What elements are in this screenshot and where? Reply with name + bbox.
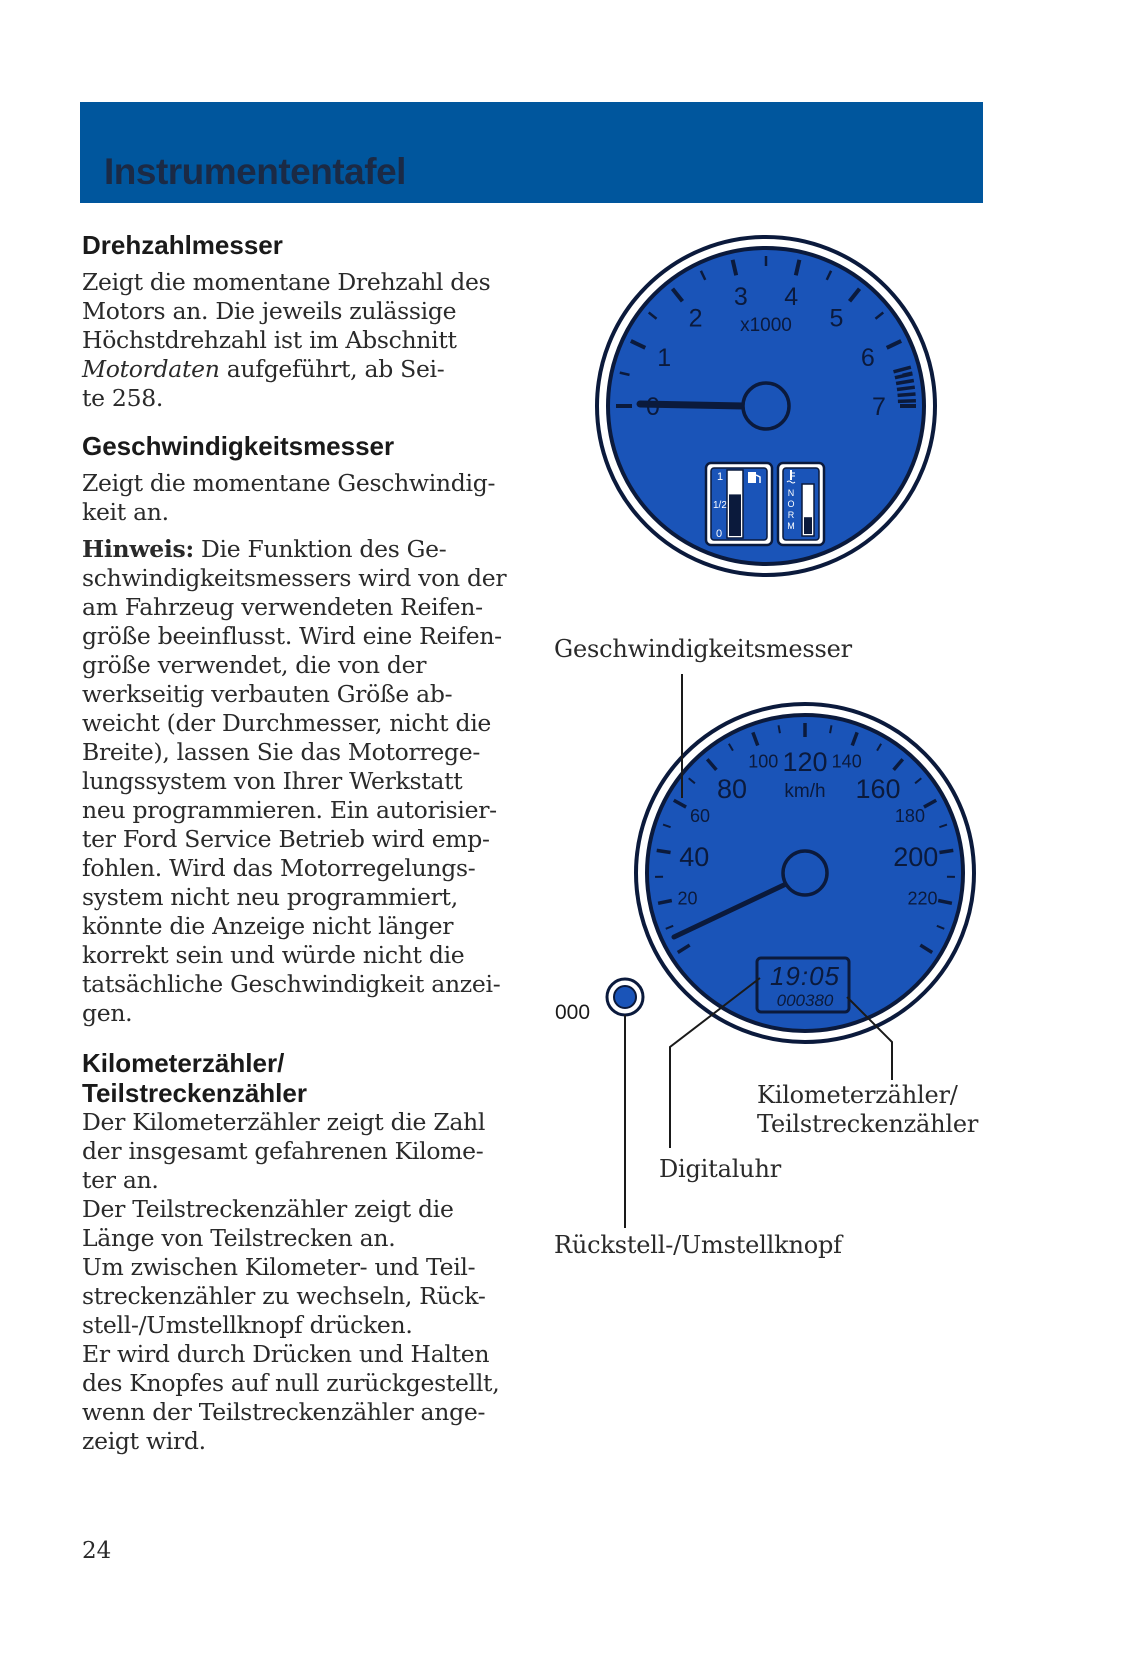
temperature-letter-n: N bbox=[787, 488, 795, 498]
fuel-gauge bbox=[706, 463, 772, 545]
speedometer-hub bbox=[783, 851, 827, 895]
text-line: korrekt sein und würde nicht die bbox=[82, 941, 465, 969]
tachometer-unit: x1000 bbox=[740, 315, 792, 336]
text-line: Zeigt die momentane Drehzahl des bbox=[82, 268, 491, 296]
tachometer-gauge bbox=[597, 237, 935, 575]
text-line: Um zwischen Kilometer- und Teil- bbox=[82, 1253, 476, 1281]
text-line: am Fahrzeug verwendeten Reifen- bbox=[82, 593, 483, 621]
text-line: Er wird durch Drücken und Halten bbox=[82, 1340, 490, 1368]
speedometer-tick bbox=[830, 725, 831, 733]
tachometer-redzone-tick bbox=[898, 394, 916, 395]
tachometer-number: 4 bbox=[784, 282, 799, 311]
text-line: des Knopfes auf null zurückgestellt, bbox=[82, 1369, 500, 1397]
callout-odometer-line1: Kilometerzähler/ bbox=[757, 1081, 958, 1109]
text-fragment: aufgeführt, ab Sei- bbox=[219, 355, 445, 383]
text-line: Höchstdrehzahl ist im Abschnitt bbox=[82, 326, 457, 354]
tachometer-number: 5 bbox=[829, 304, 844, 333]
fuel-half-label: 1/2 bbox=[713, 500, 727, 511]
text-line: werkseitig verbauten Größe ab- bbox=[82, 680, 453, 708]
text-line: tatsächliche Geschwindigkeit anzei- bbox=[82, 970, 501, 998]
page-number: 24 bbox=[82, 1538, 112, 1564]
fuel-level-fill bbox=[729, 494, 741, 536]
heading-line: Teilstreckenzähler bbox=[82, 1078, 307, 1108]
speedometer-minor-label: 100 bbox=[748, 751, 779, 772]
text-line: system nicht neu programmiert, bbox=[82, 883, 458, 911]
tachometer-needle bbox=[640, 404, 744, 406]
odometer-readout: 000380 bbox=[776, 991, 834, 1010]
text-line: Länge von Teilstrecken an. bbox=[82, 1224, 396, 1252]
tachometer-hub bbox=[743, 383, 789, 429]
speedometer-minor-label: 220 bbox=[907, 888, 938, 909]
reset-knob[interactable] bbox=[607, 979, 643, 1015]
tachometer-number: 1 bbox=[657, 343, 672, 372]
temperature-gauge bbox=[778, 463, 824, 545]
text-line: zeigt wird. bbox=[82, 1427, 206, 1455]
callout-reset-knob: Rückstell-/Umstellknopf bbox=[554, 1231, 842, 1259]
tachometer-redzone-tick bbox=[898, 401, 916, 402]
text-line: ter Ford Service Betrieb wird emp- bbox=[82, 825, 490, 853]
heading-line: Kilometerzähler/ bbox=[82, 1048, 285, 1078]
text-line: weicht (der Durchmesser, nicht die bbox=[82, 709, 492, 737]
note-label: Hinweis: bbox=[82, 535, 194, 563]
text-line: lungssystem von Ihrer Werkstatt bbox=[82, 767, 463, 795]
speedometer-minor-label: 180 bbox=[894, 805, 925, 826]
text-line: wenn der Teilstreckenzähler ange- bbox=[82, 1398, 486, 1426]
callout-clock: Digitaluhr bbox=[659, 1155, 781, 1183]
speedometer-major-label: 40 bbox=[679, 842, 710, 873]
text-line: größe verwendet, die von der bbox=[82, 651, 427, 679]
speedometer-tick bbox=[779, 725, 780, 733]
temperature-letter-o: O bbox=[787, 499, 795, 509]
section-heading-tacho: Drehzahlmesser bbox=[82, 230, 283, 260]
callout-speedometer: Geschwindigkeitsmesser bbox=[554, 635, 852, 663]
temperature-letter-r: R bbox=[787, 510, 795, 520]
text-line: der insgesamt gefahrenen Kilome- bbox=[82, 1137, 484, 1165]
tachometer-number: 2 bbox=[688, 304, 703, 333]
speedometer-gauge bbox=[636, 704, 974, 1042]
text-line: schwindigkeitsmessers wird von der bbox=[82, 564, 507, 592]
digital-clock: 19:05 bbox=[769, 961, 841, 991]
temperature-letter-m: M bbox=[787, 521, 795, 531]
speedometer-minor-label: 140 bbox=[831, 751, 862, 772]
text-fragment: Die Funktion des Ge- bbox=[193, 535, 447, 563]
text-line: Der Kilometerzähler zeigt die Zahl bbox=[82, 1108, 486, 1136]
fuel-empty-label: 0 bbox=[716, 528, 723, 540]
speedometer-minor-label: 60 bbox=[690, 805, 711, 826]
section-heading-speedo: Geschwindigkeitsmesser bbox=[82, 431, 395, 461]
speedometer-major-label: 120 bbox=[782, 747, 828, 777]
text-line: fohlen. Wird das Motorregelungs- bbox=[82, 854, 476, 882]
tachometer-number: 3 bbox=[733, 282, 748, 311]
tachometer-number: 7 bbox=[872, 393, 886, 421]
text-line: neu programmieren. Ein autorisier- bbox=[82, 796, 497, 824]
speedometer-unit: km/h bbox=[784, 781, 826, 802]
tachometer-number: 6 bbox=[860, 343, 875, 372]
text-line: keit an. bbox=[82, 498, 169, 526]
text-line: Der Teilstreckenzähler zeigt die bbox=[82, 1195, 454, 1223]
callout-odometer-line2: Teilstreckenzähler bbox=[757, 1110, 979, 1138]
reset-knob-label: 000 bbox=[555, 1001, 591, 1024]
tachometer-redzone-tick bbox=[897, 387, 915, 389]
text-line: ter an. bbox=[82, 1166, 159, 1194]
speedometer-tick bbox=[939, 850, 953, 852]
text-line: Motors an. Die jeweils zulässige bbox=[82, 297, 457, 325]
text-line: stell-/Umstellknopf drücken. bbox=[82, 1311, 413, 1339]
page-title: Instrumententafel bbox=[104, 151, 406, 192]
speedometer-major-label: 160 bbox=[855, 774, 901, 805]
text-line: Breite), lassen Sie das Motorrege- bbox=[82, 738, 480, 766]
speedometer-major-label: 200 bbox=[893, 842, 939, 873]
text-line: Zeigt die momentane Geschwindig- bbox=[82, 469, 496, 497]
cross-reference: Motordaten bbox=[82, 355, 220, 383]
text-line: te 258. bbox=[82, 384, 164, 412]
text-line: streckenzähler zu wechseln, Rück- bbox=[82, 1282, 486, 1310]
temperature-level-fill bbox=[804, 517, 812, 534]
speedometer-minor-label: 20 bbox=[677, 888, 698, 909]
speedometer-major-label: 80 bbox=[716, 774, 748, 805]
text-line: gen. bbox=[82, 999, 133, 1027]
speedometer-tick bbox=[657, 850, 671, 852]
text-line: größe beeinflusst. Wird eine Reifen- bbox=[82, 622, 502, 650]
text-line: könnte die Anzeige nicht länger bbox=[82, 912, 454, 940]
fuel-full-label: 1 bbox=[717, 471, 724, 483]
